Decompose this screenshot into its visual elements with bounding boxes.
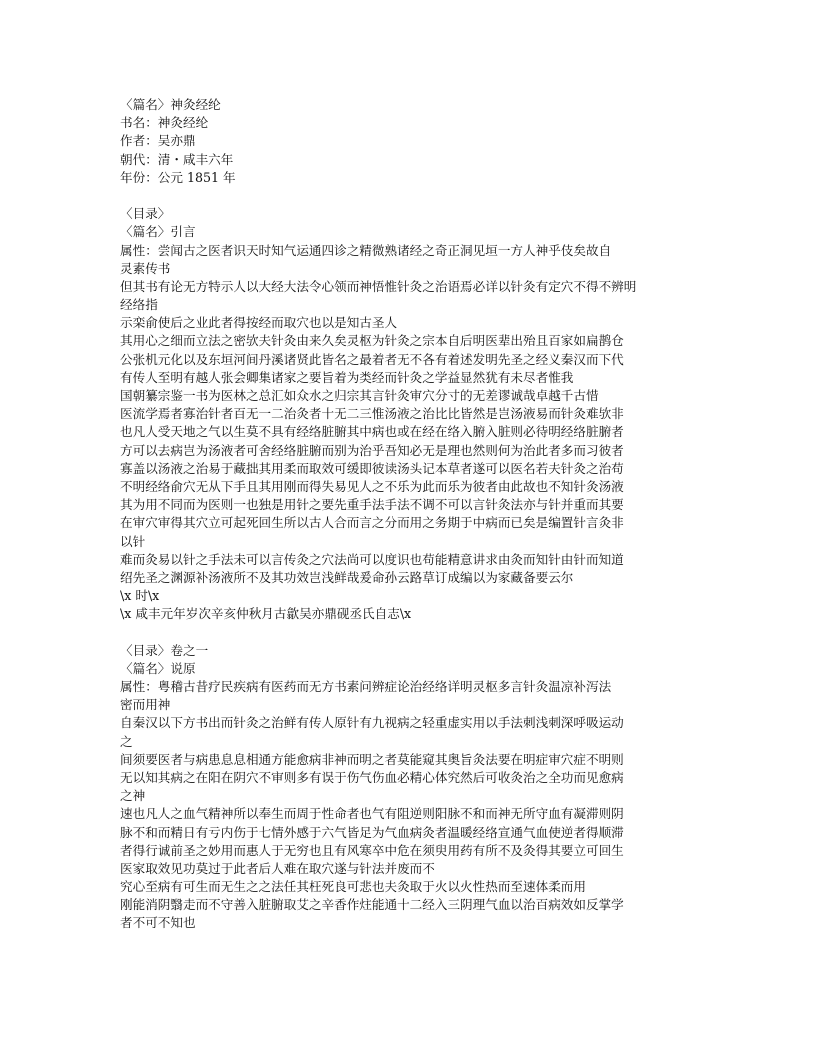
toc-heading: 〈目录〉 <box>120 206 171 222</box>
text-line: 属性：粤稽古昔疗民疾病有医药而无方书素问辨症论治经络详明灵枢多言针灸温凉补泻法 <box>120 679 612 694</box>
text-line: 也凡人受天地之气以生莫不具有经络脏腑其中病也或在经在络入腑入脏则必待明经络脏腑者 <box>120 424 624 440</box>
text-line: 间须要医者与病患息息相通方能愈病非神而明之者莫能窥其奥旨灸法要在明症审穴症不明则 <box>120 751 624 767</box>
text-line: 速也凡人之血气精神所以奉生而周于性命者也气有阻逆则阳脉不和而神无所守血有凝滞则阴 <box>120 806 624 822</box>
preface-section <box>120 205 700 623</box>
text-line: 在审穴审得其穴立可起死回生所以古人合而言之分而用之务期于中病而已矣是编置针言灸非 <box>120 515 624 531</box>
text-line: 其用心之细而立法之密欤夫针灸由来久矣灵枢为针灸之宗本自后明医辈出殆且百家如扁鹊仓 <box>120 333 624 349</box>
spacer <box>120 187 700 205</box>
volume-one-section <box>120 642 700 933</box>
book-name-line: 书名：神灸经纶 <box>120 115 209 131</box>
year-line: 年份：公元 1851 年 <box>120 169 236 185</box>
text-line: 但其书有论无方特示人以大经大法令心领而神悟惟针灸之治语焉必详以针灸有定穴不得不辨明 <box>120 278 637 294</box>
text-line: 之 <box>120 733 133 749</box>
book-title-line: 〈篇名〉神灸经纶 <box>120 97 221 112</box>
text-line: 不明经络俞穴无从下手且其用刚而得失易见人之不乐为此而乐为彼者由此故也不知针灸汤液 <box>120 478 624 494</box>
text-line: 无以知其病之在阳在阴穴不审则多有误于伤气伤血必精心体究然后可收灸治之全功而见愈病 <box>120 769 624 785</box>
text-line: 灵素传书 <box>120 260 171 276</box>
text-line: 示栾俞使后之业此者得按经而取穴也以是知古圣人 <box>120 315 398 331</box>
text-line: 究心至病有可生而无生之之法任其枉死良可悲也夫灸取于火以火性热而至速体柔而用 <box>120 879 586 895</box>
document-page <box>120 96 700 933</box>
text-line: \x 时\x <box>120 588 160 604</box>
text-line: 刚能消阴翳走而不守善入脏腑取艾之辛香作炷能通十二经入三阴理气血以治百病效如反掌学 <box>120 897 624 913</box>
signature-line: \x 咸丰元年岁次辛亥仲秋月古歙吴亦鼎砚丞氏自志\x <box>120 606 412 622</box>
spacer <box>120 623 700 641</box>
text-line: 医家取效见功莫过于此者后人难在取穴遂与针法并废而不 <box>120 860 435 876</box>
section-title: 〈篇名〉说原 <box>120 660 196 676</box>
text-line: 以针 <box>120 533 146 549</box>
text-line: 脉不和而精日有亏内伤于七情外感于六气皆足为气血病灸者温暖经络宣通气血使逆者得顺滞 <box>120 824 624 840</box>
toc-heading: 〈目录〉卷之一 <box>120 642 209 658</box>
text-line: 公张机元化以及东垣河间丹溪诸贤此皆名之最着者无不各有着述发明先圣之经义秦汉而下代 <box>120 351 624 367</box>
text-line: 绍先圣之渊源补汤液所不及其功效岂浅鲜哉爰命孙云路草订成编以为家藏备要云尔 <box>120 569 574 585</box>
author-line: 作者：吴亦鼎 <box>120 133 196 149</box>
section-title: 〈篇名〉引言 <box>120 224 196 240</box>
text-line: 其为用不同而为医则一也独是用针之要先重手法手法不调不可以言针灸法亦与针并重而其要 <box>120 497 624 513</box>
dynasty-line: 朝代：清・咸丰六年 <box>120 151 234 167</box>
text-line: 有传人至明有越人张会卿集诸家之要旨着为类经而针灸之学益显然犹有未尽者惟我 <box>120 369 574 385</box>
text-line: 者得行诚前圣之妙用而惠人于无穷也且有风寒卒中危在须臾用药有所不及灸得其要立可回生 <box>120 842 624 858</box>
text-line: 国朝纂宗鉴一书为医林之总汇如众水之归宗其言针灸审穴分寸的无差谬诚哉卓越千古惜 <box>120 388 599 403</box>
text-line: 方可以去病岂为汤液者可舍经络脏腑而别为治乎吾知必无是理也然则何为治此者多而习彼者 <box>120 442 624 458</box>
text-line: 经络指 <box>120 297 158 313</box>
text-line: 密而用神 <box>120 697 171 713</box>
text-line: 者不可不知也 <box>120 915 196 931</box>
text-line: 寡盖以汤液之治易于藏拙其用柔而取效可缓即彼读汤头记本草者遂可以医名若夫针灸之治苟 <box>120 460 624 476</box>
text-line: 属性：尝闻古之医者识天时知气运通四诊之精微熟诸经之奇正洞见垣一方人神乎伎矣故自 <box>120 242 612 258</box>
book-header <box>120 96 700 187</box>
text-line: 之神 <box>120 788 146 804</box>
text-line: 医流学焉者寡治针者百无一二治灸者十无二三惟汤液之治比比皆然是岂汤液易而针灸难欤非 <box>120 406 624 422</box>
text-line: 难而灸易以针之手法未可以言传灸之穴法尚可以度识也苟能精意讲求由灸而知针由针而知道 <box>120 551 624 567</box>
text-line: 自秦汉以下方书出而针灸之治鲜有传人原针有九视病之轻重虚实用以手法刺浅刺深呼吸运动 <box>120 715 624 731</box>
